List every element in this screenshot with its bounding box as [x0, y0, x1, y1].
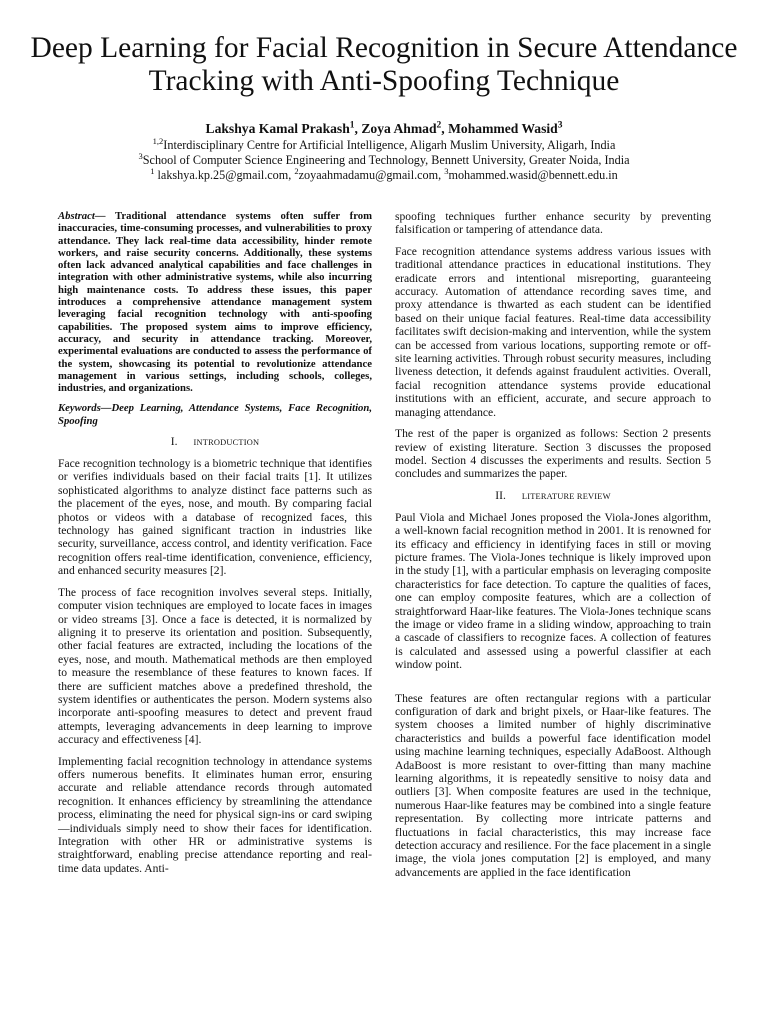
- affiliation: $^3$School of Computer Science Engineering and Technology, Bennett University, Greater Noida, India: [138, 150, 630, 167]
- author-name: Mohammed Wasid: [448, 121, 558, 136]
- keywords: Keywords—Deep Learning, Attendance Systems, Face Recognition, Spoofing: [58, 402, 372, 427]
- author-name: Zoya Ahmad: [361, 121, 437, 136]
- right-column: [395, 210, 711, 887]
- body-paragraph: Face recognition technology is a biometric technique that identifies or verifies individuals based on their facial traits [1]. It utilizes sophisticated algorithms to analyze distinct face patterns such as the placement of the eyes, nose, and mouth. By comparing facial photos or videos with a database of recognized faces, this technology has gained significant traction in industries like security, surveillance, access control, and identity verification. Face recognition offers real-time identification, convenience, efficiency, and enhanced security measures [2].: [58, 457, 372, 578]
- affiliation: $^{1,2}$Interdisciplinary Centre for Artificial Intelligence, Aligarh Muslim University, Aligarh, India: [152, 135, 616, 152]
- section-heading-literature-review: II. LITERATURE REVIEW: [495, 488, 611, 502]
- paper-title: Deep Learning for Facial Recognition in Secure Attendance Tracking with Anti-Spoofing Technique: [30, 32, 738, 97]
- body-paragraph: Paul Viola and Michael Jones proposed the Viola-Jones algorithm, a well-known facial recognition method in 2001. It is renowned for its efficacy and efficiency in identifying faces in still or moving picture frames. The Viola-Jones technique is likely improved upon in the study [1], with a particular emphasis on leveraging composite characteristics for face detection. To capture the qualities of faces, one can employ composite features, which are a collection of straightforward Haar-like features. The Viola-Jones technique scans the image or video frame in a sliding window, approaching to train a cascade of classifiers to recognize faces. A collection of features is calculated and assessed using a powerful classifier at each window point.: [395, 510, 711, 672]
- body-paragraph: The rest of the paper is organized as follows: Section 2 presents review of existing literature. Section 3 discusses the proposed model. Section 4 discusses the experiments and results. Section 5 concludes and summarizes the paper.: [395, 427, 711, 481]
- author-name: Lakshya Kamal Prakash: [205, 121, 350, 136]
- paragraph-gap: [395, 680, 711, 692]
- author-list: Lakshya Kamal Prakash$^1$, Zoya Ahmad$^2$, Mohammed Wasid$^3$: [205, 120, 563, 136]
- body-paragraph: Face recognition attendance systems address various issues with traditional attendance practices in educational institutions. They eradicate errors and intentional misreporting, guaranteeing accuracy. Automation of attendance recording saves time, and proxy attendance is thwarted as each student can be identified based on their unique facial features. Real-time data accessibility facilitates swift decision-making and intervention, while the system can be accessed from various locations, supporting remote or off-site learning activities. Through robust security measures, including liveness detection, it defends against fraudulent activities. Overall, facial recognition attendance systems provide educational institutions with an efficient, accurate, and secure approach to managing attendance.: [395, 244, 711, 419]
- body-paragraph: Implementing facial recognition technology in attendance systems offers numerous benefits. It eliminates human error, ensuring accurate and reliable attendance records through automated recognition. It enhances efficiency by streamlining the attendance process, eliminating the need for physical sign-ins or card swiping—individuals simply need to show their faces for identification. Integration with other HR or administrative systems is straightforward, enabling precise attendance reporting and real-time data updates. Anti-: [58, 754, 372, 875]
- left-column: [58, 210, 372, 883]
- abstract: Abstract— Traditional attendance systems often suffer from inaccuracies, time-consuming processes, and vulnerabilities to proxy attendance. They lack real-time data accessibility, hinder remote workers, and raise security concerns. Additionally, these systems often lack advanced analytical capabilities and face challenges in integration with other administrative systems, while also incurring high maintenance costs. To address these issues, this paper introduces a comprehensive attendance management system leveraging facial recognition technology with anti-spoofing capabilities. The proposed system aims to improve efficiency, accuracy, and security in attendance tracking. Moreover, experimental evaluations are conducted to assess the performance of the system, showcasing its potential to revolutionize attendance management in various settings, including schools, colleges, industries, and organizations.: [58, 210, 372, 395]
- body-paragraph: The process of face recognition involves several steps. Initially, computer vision techniques are employed to locate faces in images or video streams [3]. Once a face is detected, it is normalized by aligning it to preserve its orientation and position. Subsequently, other facial features are extracted, including the locations of the eyes, nose, and mouth. Mathematical methods are then employed to measure the resemblance of these features to known faces. If there are sufficient matches above a predefined threshold, the system identifies or authenticates the person. Modern systems also incorporate anti-spoofing measures to detect and prevent fraud attempts, leveraging advancements in deep learning to improve accuracy and effectiveness [4].: [58, 585, 372, 747]
- body-paragraph: These features are often rectangular regions with a particular configuration of dark and bright pixels, or Haar-like features. The system chooses a limited number of highly discriminative characteristics and builds a powerful face identification model using machine learning techniques, especially AdaBoost. Although AdaBoost is more resistant to over-fitting than many machine learning algorithms, it is repeatedly sensitive to noisy data and outliers [3]. When composite features are used in the technique, numerous Haar-like features may be combined into a single feature representation. By collecting more intricate patterns and fluctuations in facial characteristics, this may increase face detection accuracy and resilience. For the face placement in a single image, the viola jones computation [2] is employed, and many advancements are applied in the face identification: [395, 691, 711, 879]
- body-paragraph: spoofing techniques further enhance security by preventing falsification or tampering of attendance data.: [395, 210, 711, 237]
- email-line: $^1$ lakshya.kp.25@gmail.com, $^2$zoyaahmadamu@gmail.com, $^3$mohammed.wasid@bennett.edu.in: [150, 165, 618, 182]
- section-heading-introduction: I. INTRODUCTION: [170, 435, 260, 449]
